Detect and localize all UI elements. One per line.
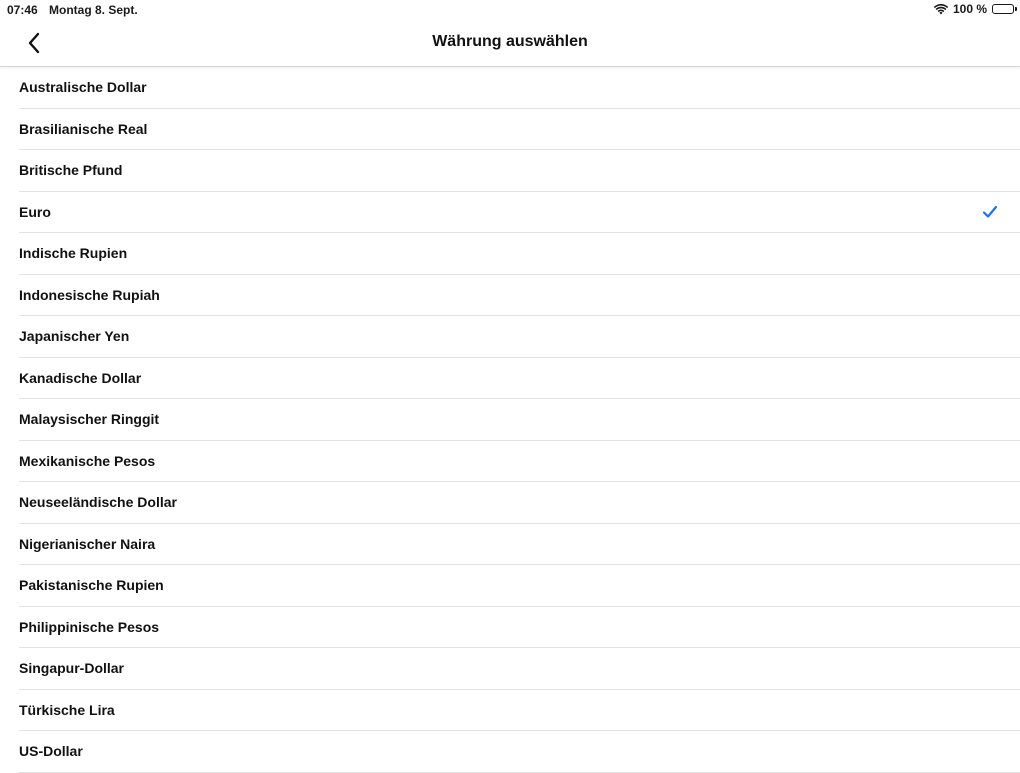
- currency-list: [0, 67, 1020, 773]
- currency-row[interactable]: [19, 399, 1020, 441]
- currency-label: Japanischer Yen: [19, 328, 130, 344]
- status-date: Montag 8. Sept.: [49, 3, 138, 17]
- wifi-icon: [934, 4, 948, 15]
- currency-row[interactable]: [19, 67, 1020, 109]
- checkmark-icon: [982, 204, 998, 220]
- currency-label: Kanadische Dollar: [19, 369, 142, 386]
- currency-row[interactable]: [19, 482, 1020, 524]
- status-time: 07:46: [7, 3, 38, 17]
- currency-row[interactable]: [19, 150, 1020, 192]
- currency-row[interactable]: [19, 441, 1020, 483]
- currency-row[interactable]: [19, 192, 1020, 234]
- currency-row[interactable]: [19, 690, 1020, 732]
- currency-row[interactable]: [19, 731, 1020, 773]
- currency-row[interactable]: [19, 358, 1020, 400]
- currency-row[interactable]: [19, 233, 1020, 275]
- currency-label: Brasilianische Real: [19, 120, 148, 137]
- page-title: Währung auswählen: [432, 33, 588, 50]
- navigation-bar: [0, 20, 1020, 67]
- currency-label: Euro: [19, 203, 51, 220]
- currency-label: Türkische Lira: [19, 701, 115, 718]
- currency-row[interactable]: [19, 109, 1020, 151]
- currency-label: Neuseeländische Dollar: [19, 494, 177, 510]
- currency-row[interactable]: [19, 316, 1020, 358]
- currency-label: Pakistanische Rupien: [19, 577, 164, 593]
- currency-label: Indische Rupien: [19, 245, 128, 261]
- currency-row[interactable]: [19, 275, 1020, 317]
- currency-label: US-Dollar: [19, 743, 83, 759]
- currency-label: Nigerianischer Naira: [19, 535, 156, 552]
- currency-row[interactable]: [19, 607, 1020, 649]
- currency-label: Britische Pfund: [19, 162, 123, 178]
- currency-label: Singapur-Dollar: [19, 660, 125, 676]
- currency-label: Malaysischer Ringgit: [19, 411, 160, 427]
- battery-percent: 100 %: [952, 2, 987, 16]
- currency-label: Australische Dollar: [19, 79, 147, 95]
- battery-icon: [992, 4, 1014, 14]
- currency-label: Mexikanische Pesos: [19, 452, 156, 469]
- currency-row[interactable]: [19, 524, 1020, 566]
- currency-row[interactable]: [19, 565, 1020, 607]
- currency-label: Philippinische Pesos: [19, 618, 160, 635]
- currency-row[interactable]: [19, 648, 1020, 690]
- currency-label: Indonesische Rupiah: [19, 286, 160, 303]
- status-bar: [0, 0, 1020, 20]
- status-right: [934, 2, 1014, 16]
